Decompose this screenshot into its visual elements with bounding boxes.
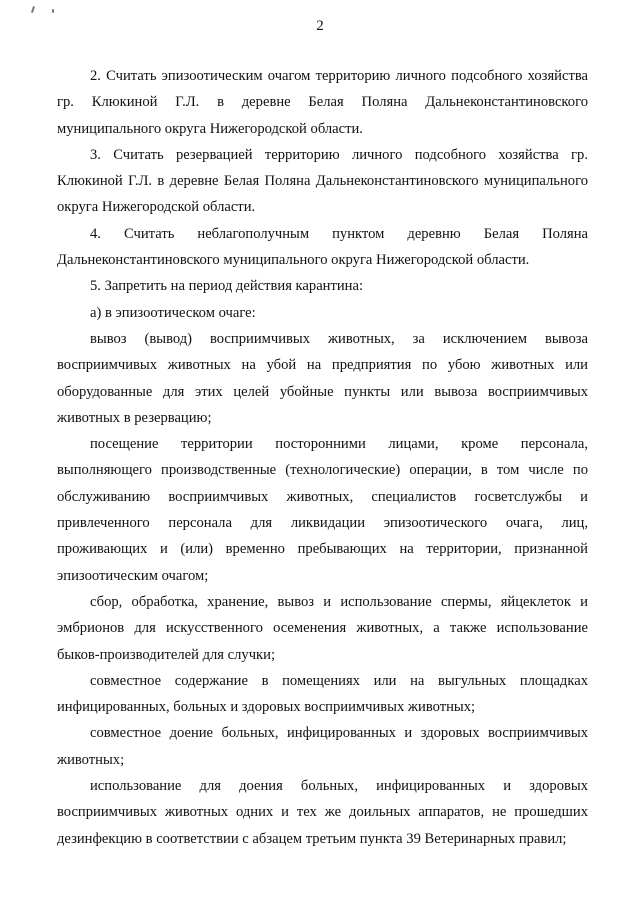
page-number: 2 bbox=[316, 18, 324, 34]
subparagraph-a: а) в эпизоотическом очаге: bbox=[90, 304, 256, 321]
scan-artifact bbox=[31, 6, 35, 13]
prohibition-visits: посещение территории посторонними лицами, кроме персонала, выполняющего производственные (технологические) операции, в том числе по обслуживанию восприимчивых животных, специалистов госветслужбы и привлеченного персонала для ликвидации эпизоотического очага, лиц, проживающих и (или) временно пребывающих на территории, признанной эпизоотическим очагом; bbox=[57, 436, 588, 584]
paragraph-item-2: 2. Считать эпизоотическим очагом территорию личного подсобного хозяйства гр. Клюкиной Г.Л. в деревне Белая Поляна Дальнеконстантиновского муниципального округа Нижегородской области. bbox=[57, 68, 588, 137]
prohibition-joint-housing: совместное содержание в помещениях или на выгульных площадках инфицированных, больных и здоровых восприимчивых животных; bbox=[57, 672, 588, 716]
prohibition-joint-milking: совместное доение больных, инфицированных и здоровых восприимчивых животных; bbox=[57, 725, 588, 768]
paragraph-item-5: 5. Запретить на период действия карантина: bbox=[90, 278, 364, 295]
scan-artifact bbox=[52, 9, 54, 13]
prohibition-milking-equipment: использование для доения больных, инфицированных и здоровых восприимчивых животных одних и тех же доильных аппаратов, не прошедших дезинфекцию в соответствии с абзацем третьим пункта 39 Ветеринарных правил; bbox=[57, 778, 588, 847]
document-body bbox=[57, 63, 588, 852]
paragraph-item-4: 4. Считать неблагополучным пунктом деревню Белая Поляна Дальнеконстантиновского муниципального округа Нижегородской области. bbox=[57, 225, 588, 269]
prohibition-semen: сбор, обработка, хранение, вывоз и использование спермы, яйцеклеток и эмбрионов для искусственного осеменения животных, а также использование быков-производителей для случки; bbox=[57, 593, 588, 663]
prohibition-removal: вывоз (вывод) восприимчивых животных, за исключением вывоза восприимчивых животных на убой на предприятия по убою животных или оборудованные для этих целей убойные пункты или вывоза восприимчивых животных в резервацию; bbox=[57, 330, 588, 426]
paragraph-item-3: 3. Считать резервацией территорию личного подсобного хозяйства гр. Клюкиной Г.Л. в деревне Белая Поляна Дальнеконстантиновского муниципального округа Нижегородской области. bbox=[57, 146, 588, 216]
